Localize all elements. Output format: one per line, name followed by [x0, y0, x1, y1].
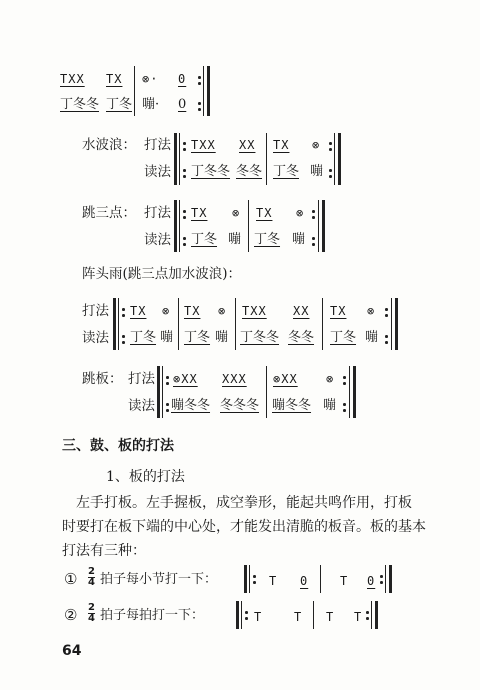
bar-line — [334, 133, 335, 185]
bar-line — [385, 565, 386, 593]
note: TXX — [60, 72, 85, 86]
bar-line — [235, 298, 236, 350]
paragraph-line: 左手打板。左手握板，成空拳形，能起共鸣作用，打板 — [76, 495, 412, 511]
method-text: 拍子每拍打一下： — [100, 608, 205, 623]
bar-line — [179, 133, 180, 185]
note: ⊗· — [142, 72, 159, 86]
bar-line — [118, 298, 119, 350]
syllable: 嘣冬冬 — [272, 398, 312, 413]
syllable: 嘣· — [142, 97, 160, 112]
note: TXX — [242, 304, 267, 318]
note: ⊗ — [232, 206, 241, 220]
note: TX — [191, 206, 208, 220]
end-bar-line — [338, 133, 341, 185]
syllable: 嘣 — [160, 330, 174, 345]
bar-line — [249, 565, 250, 593]
note: ⊗ — [326, 372, 335, 386]
syllable: 冬冬 — [236, 164, 263, 179]
play-label: 打法 — [128, 371, 155, 387]
bar-line — [371, 601, 372, 629]
syllable: 嘣冬冬 — [171, 398, 211, 413]
note: XXX — [222, 372, 247, 386]
time-signature — [86, 603, 97, 624]
start-bar-line — [157, 366, 160, 418]
page-number: 64 — [62, 643, 82, 659]
syllable: 冬冬 — [288, 330, 315, 345]
time-sig-numerator: 2 — [88, 566, 95, 577]
pattern-name: 跳三点： — [82, 205, 136, 221]
read-label: 读法 — [144, 232, 171, 248]
end-bar-line — [322, 200, 325, 252]
play-label: 打法 — [144, 205, 171, 221]
bar-line — [349, 366, 350, 418]
read-label: 读法 — [82, 330, 109, 346]
note: TX — [256, 206, 273, 220]
syllable: 丁冬 — [130, 330, 157, 345]
bar-line — [320, 565, 321, 593]
time-signature — [86, 567, 97, 588]
note: ⊗XX — [173, 372, 198, 386]
section-heading: 三、鼓、板的打法 — [62, 438, 174, 454]
start-bar-line — [244, 565, 247, 593]
read-label: 读法 — [128, 398, 155, 414]
syllable: 丁冬 — [273, 164, 300, 179]
note: TX — [130, 304, 147, 318]
start-bar-line — [174, 133, 177, 185]
end-bar-line — [375, 601, 378, 629]
syllable: 嘣 — [310, 164, 324, 179]
syllable: 丁冬 — [330, 330, 357, 345]
syllable: 丁冬 — [184, 330, 211, 345]
read-label: 读法 — [144, 164, 171, 180]
syllable: 丁冬 — [191, 232, 218, 247]
syllable: 冬冬冬 — [220, 398, 260, 413]
method-1 — [64, 567, 404, 593]
note: T — [294, 610, 303, 624]
note: ⊗ — [162, 304, 171, 318]
syllable: 丁冬冬 — [240, 330, 280, 345]
note: ⊗XX — [273, 372, 298, 386]
note: ⊗ — [367, 304, 376, 318]
paragraph-line: 打法有三种： — [62, 543, 146, 559]
syllable: 嘣 — [323, 398, 337, 413]
note: T — [326, 610, 335, 624]
start-bar-line — [174, 200, 177, 252]
syllable: 嘣 — [228, 232, 242, 247]
method-2 — [64, 603, 404, 629]
bar-line — [179, 200, 180, 252]
note: TXX — [191, 138, 216, 152]
note: TX — [106, 72, 123, 86]
bar-line — [266, 133, 267, 185]
method-number: ② — [64, 606, 78, 624]
play-label: 打法 — [82, 303, 109, 319]
note: ⊗ — [296, 206, 305, 220]
bar-line — [203, 66, 204, 116]
bar-line — [313, 601, 314, 629]
note: ⊗ — [312, 138, 321, 152]
note: TX — [330, 304, 347, 318]
end-bar-line — [353, 366, 356, 418]
pattern-name: 跳板： — [82, 371, 123, 387]
syllable: 嘣 — [215, 330, 229, 345]
pattern-name: 水波浪： — [82, 137, 136, 153]
syllable: 丁冬 — [106, 97, 133, 112]
time-sig-denominator: 4 — [88, 577, 95, 588]
bar-line — [162, 366, 163, 418]
bar-line — [248, 200, 249, 252]
note: ⊗ — [218, 304, 227, 318]
note: T — [269, 574, 278, 588]
time-sig-numerator: 2 — [88, 602, 95, 613]
bar-line — [266, 366, 267, 418]
note: T — [340, 574, 349, 588]
play-label: 打法 — [144, 137, 171, 153]
note: XX — [239, 138, 256, 152]
start-bar-line — [236, 601, 239, 629]
bar-line — [318, 200, 319, 252]
note: TX — [184, 304, 201, 318]
end-bar-line — [395, 298, 398, 350]
method-number: ① — [64, 570, 78, 588]
pattern-name: 阵头雨(跳三点加水波浪)： — [82, 266, 242, 282]
bar-line — [134, 66, 135, 116]
note: XX — [293, 304, 310, 318]
note: T — [254, 610, 263, 624]
note: 0 — [367, 574, 376, 588]
syllable: 丁冬 — [254, 232, 281, 247]
syllable: 嘣 — [292, 232, 306, 247]
end-bar-line — [389, 565, 392, 593]
bar-line — [178, 298, 179, 350]
syllable: 嘣 — [365, 330, 379, 345]
paragraph-line: 时要打在板下端的中心处，才能发出清脆的板音。板的基本 — [62, 519, 426, 535]
start-bar-line — [113, 298, 116, 350]
note: T — [354, 610, 363, 624]
syllable: 丁冬冬 — [60, 97, 100, 112]
syllable: 0 — [178, 97, 187, 112]
note: TX — [273, 138, 290, 152]
bar-line — [391, 298, 392, 350]
bar-line — [322, 298, 323, 350]
syllable: 丁冬冬 — [191, 164, 231, 179]
method-text: 拍子每小节打一下： — [100, 572, 218, 587]
note: 0 — [300, 574, 309, 588]
time-sig-denominator: 4 — [88, 613, 95, 624]
end-bar-line — [207, 66, 210, 116]
bar-line — [241, 601, 242, 629]
subsection-heading: 1、板的打法 — [106, 469, 185, 485]
note: 0 — [178, 72, 187, 86]
